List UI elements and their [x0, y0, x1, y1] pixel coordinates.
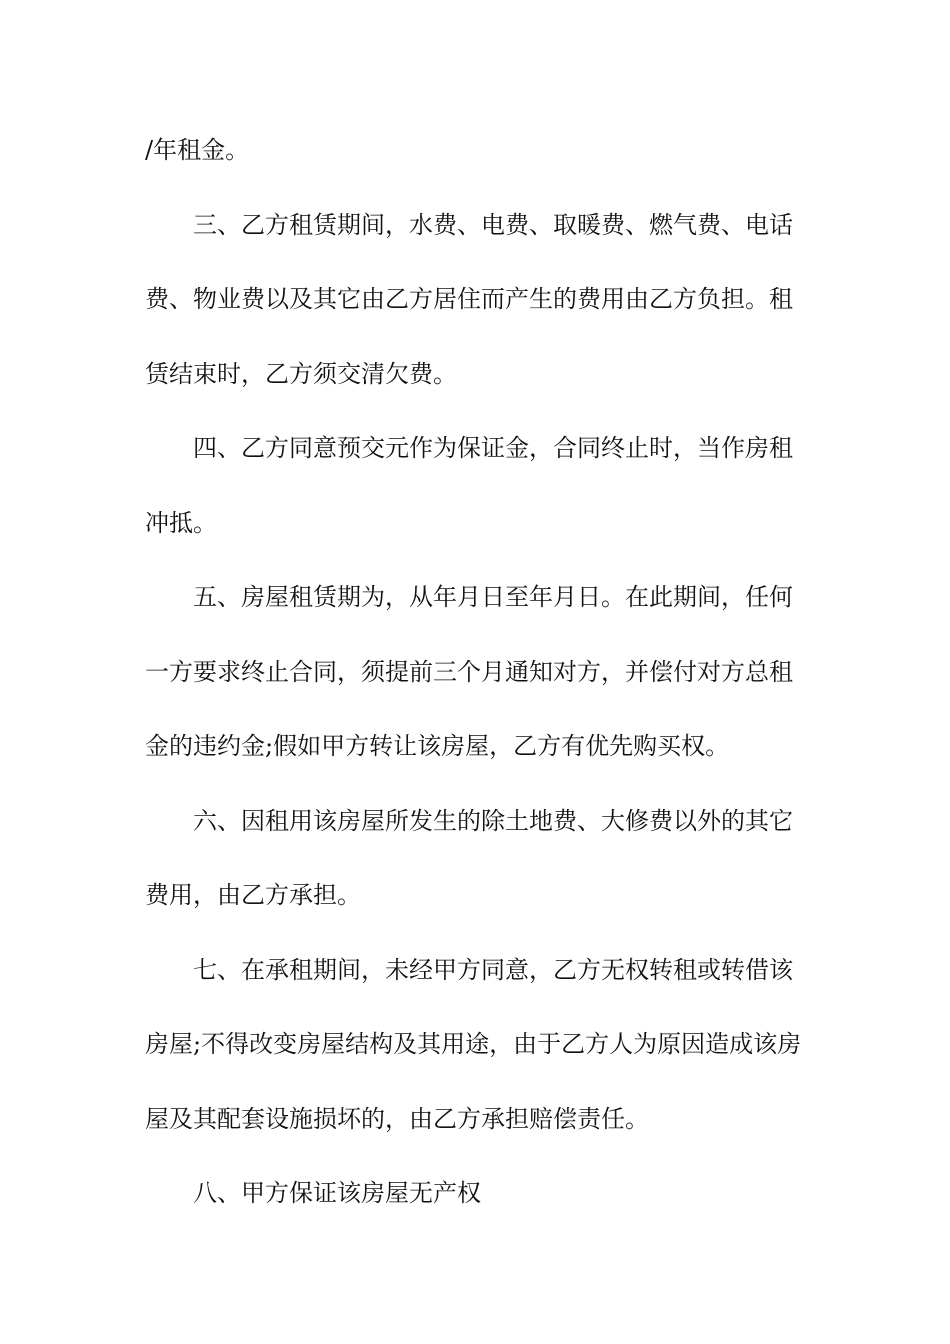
clause-8-line-1: 八、甲方保证该房屋无产权 [193, 1179, 481, 1207]
clause-4-line-1: 四、乙方同意预交元作为保证金，合同终止时，当作房租 [193, 434, 793, 462]
clause-5-line-2: 一方要求终止合同，须提前三个月通知对方，并偿付对方总租 [145, 657, 793, 686]
clause-5-line-3: 金的违约金;假如甲方转让该房屋，乙方有优先购买权。 [145, 732, 730, 760]
clause-7-line-1: 七、在承租期间，未经甲方同意，乙方无权转租或转借该 [193, 955, 793, 984]
clause-6-line-1: 六、因租用该房屋所发生的除土地费、大修费以外的其它 [193, 806, 793, 835]
clause-3-line-1: 三、乙方租赁期间，水费、电费、取暖费、燃气费、电话 [193, 210, 793, 239]
clause-6-line-2: 费用，由乙方承担。 [145, 881, 361, 909]
clause-3-line-3: 赁结束时，乙方须交清欠费。 [145, 359, 457, 388]
clause-7-line-3: 屋及其配套设施损坏的，由乙方承担赔偿责任。 [145, 1104, 649, 1133]
clause-7-line-2: 房屋;不得改变房屋结构及其用途，由于乙方人为原因造成该房 [145, 1030, 802, 1058]
clause-3-line-2: 费、物业费以及其它由乙方居住而产生的费用由乙方负担。租 [145, 285, 793, 313]
text-line-continuation: /年租金。 [145, 136, 250, 164]
clause-4-line-2: 冲抵。 [145, 508, 217, 537]
clause-5-line-1: 五、房屋租赁期为，从年月日至年月日。在此期间，任何 [193, 583, 793, 611]
